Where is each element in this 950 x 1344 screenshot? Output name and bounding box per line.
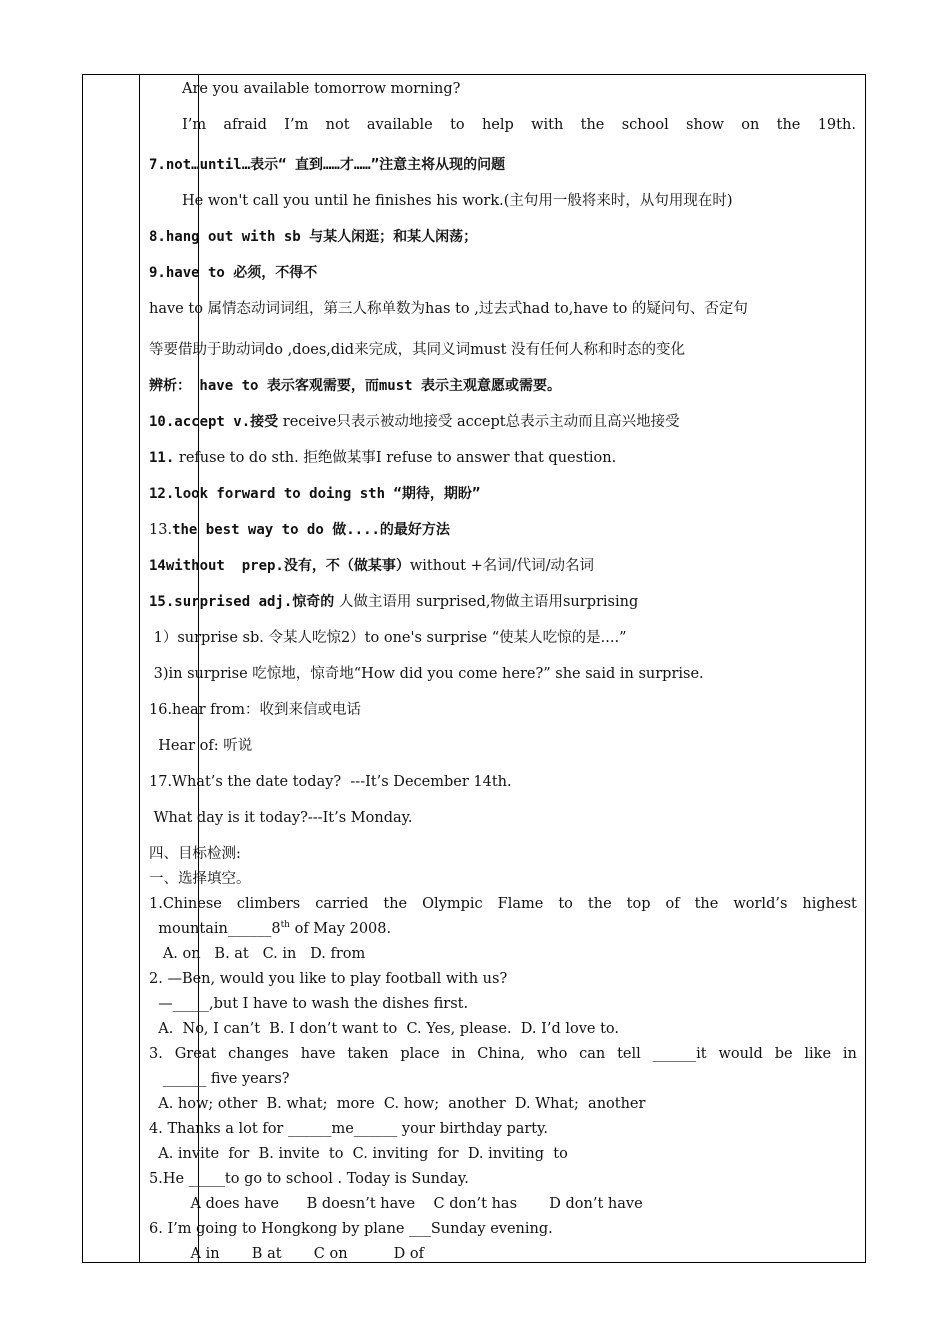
question-3-cont: ______ five years? [149, 1071, 290, 1087]
text-line-justified [182, 116, 856, 134]
word: I’m [284, 117, 309, 133]
text-line: 1）surprise sb. 令某人吃惊2）to one's surprise “使某人吃惊的是....” [149, 630, 627, 646]
section-subheading: 一、选择填空。 [149, 871, 251, 887]
word: the [383, 896, 408, 912]
word: the [694, 896, 719, 912]
word: I’m [182, 117, 207, 133]
word: show [686, 117, 724, 133]
word: top [626, 896, 651, 912]
word: 1.Chinese [149, 896, 222, 912]
heading-item-14: 14without prep.没有，不（做某事） [149, 558, 410, 574]
item-11-note: refuse to do sth. 拒绝做某事I refuse to answer that question. [174, 450, 617, 466]
word: taken [347, 1046, 389, 1062]
question-6-options: A in B at C on D of [149, 1246, 424, 1262]
word: 3. [149, 1046, 163, 1062]
question-1-cont: mountain______8th of May 2008. [149, 920, 392, 937]
word: the [776, 117, 801, 133]
text-line [149, 593, 638, 611]
word: tell [617, 1046, 641, 1062]
word: help [481, 117, 514, 133]
word: highest [802, 896, 857, 912]
question-3-options: A. how; other B. what; more C. how; another D. What; another [149, 1096, 646, 1112]
text-line [149, 449, 616, 467]
word: be [774, 1046, 793, 1062]
text-line: 16.hear from：收到来信或电话 [149, 702, 361, 718]
item-14-note: without +名词/代词/动名词 [409, 558, 594, 574]
question-4: 4. Thanks a lot for ______me______ your birthday party. [149, 1121, 549, 1137]
heading-item-10: 10.accept v.接受 [149, 414, 279, 430]
word: with [531, 117, 564, 133]
heading-item-15: 15.surprised adj.惊奇的 [149, 594, 335, 610]
question-4-options: A. invite for B. invite to C. inviting for D. inviting to [149, 1146, 568, 1162]
text-line: He won't call you until he finishes his work.(主句用一般将来时，从句用现在时) [182, 193, 733, 209]
table-column-left [83, 75, 140, 1262]
heading-item-13: the best way to do 做....的最好方法 [172, 522, 450, 538]
word: world’s [733, 896, 788, 912]
word: ______it [652, 1046, 707, 1062]
word: who [536, 1046, 568, 1062]
analysis-line: 辨析： have to 表示客观需要，而must 表示主观意愿或需要。 [149, 378, 562, 394]
heading-item-7: 7.not…until…表示“ 直到……才……”注意主将从现的问题 [149, 157, 506, 173]
word: Olympic [422, 896, 483, 912]
heading-item-12: 12.look forward to doing sth “期待，期盼” [149, 486, 481, 502]
word: would [718, 1046, 763, 1062]
word: carried [315, 896, 369, 912]
question-2-cont: —_____,but I have to wash the dishes first. [149, 996, 469, 1012]
word: changes [228, 1046, 289, 1062]
question-6: 6. I’m going to Hongkong by plane ___Sunday evening. [149, 1221, 553, 1237]
item-10-note: receive只表示被动地接受 accept总表示主动而且高兴地接受 [278, 414, 680, 430]
word: on [741, 117, 760, 133]
word: afraid [223, 117, 267, 133]
word: place [400, 1046, 440, 1062]
word: to [450, 117, 465, 133]
text-line: What day is it today?---It’s Monday. [149, 810, 413, 826]
question-1 [149, 895, 857, 913]
question-3 [149, 1045, 857, 1063]
section-heading: 四、目标检测: [149, 846, 241, 862]
word: can [579, 1046, 606, 1062]
heading-item-11: 11. [149, 450, 175, 466]
word: climbers [236, 896, 301, 912]
word: the [587, 896, 612, 912]
question-2-options: A. No, I can’t B. I don’t want to C. Yes, please. D. I’d love to. [149, 1021, 620, 1037]
heading-item-8: 8.hang out with sb 与某人闲逛；和某人闲荡； [149, 229, 478, 245]
word: in [842, 1046, 857, 1062]
word: school [621, 117, 669, 133]
word: like [804, 1046, 832, 1062]
text-line: have to 属情态动词词组，第三人称单数为has to ,过去式had to,have to 的疑问句、否定句 [149, 301, 748, 317]
word: not [325, 117, 350, 133]
question-2: 2. —Ben, would you like to play football with us? [149, 971, 508, 987]
word: 19th. [817, 117, 856, 133]
text-line: Hear of: 听说 [149, 738, 253, 754]
word: to [558, 896, 573, 912]
text-line: 17.What’s the date today? ---It’s December 14th. [149, 774, 512, 790]
word: China, [477, 1046, 525, 1062]
text-line: 3)in surprise 吃惊地，惊奇地“How did you come here?” she said in surprise. [149, 666, 704, 682]
heading-item-9: 9.have to 必须，不得不 [149, 265, 318, 281]
text-line: 等要借助于助动词do ,does,did来完成，其同义词must 没有任何人称和时态的变化 [149, 342, 686, 358]
text-line: Are you available tomorrow morning? [182, 81, 461, 97]
word: Great [174, 1046, 217, 1062]
question-5: 5.He _____to go to school . Today is Sunday. [149, 1171, 469, 1187]
text-line [149, 521, 450, 539]
word: in [451, 1046, 466, 1062]
text-line [149, 557, 594, 575]
word: Flame [497, 896, 544, 912]
word: available [366, 117, 433, 133]
question-5-options: A does have B doesn’t have C don’t has D don’t have [149, 1196, 643, 1212]
question-1-options: A. on B. at C. in D. from [149, 946, 366, 962]
item-13-number: 13. [149, 522, 173, 538]
word: have [300, 1046, 336, 1062]
word: the [580, 117, 605, 133]
word: of [665, 896, 680, 912]
item-15-note: 人做主语用 surprised,物做主语用surprising [334, 594, 639, 610]
text-line [149, 413, 680, 431]
